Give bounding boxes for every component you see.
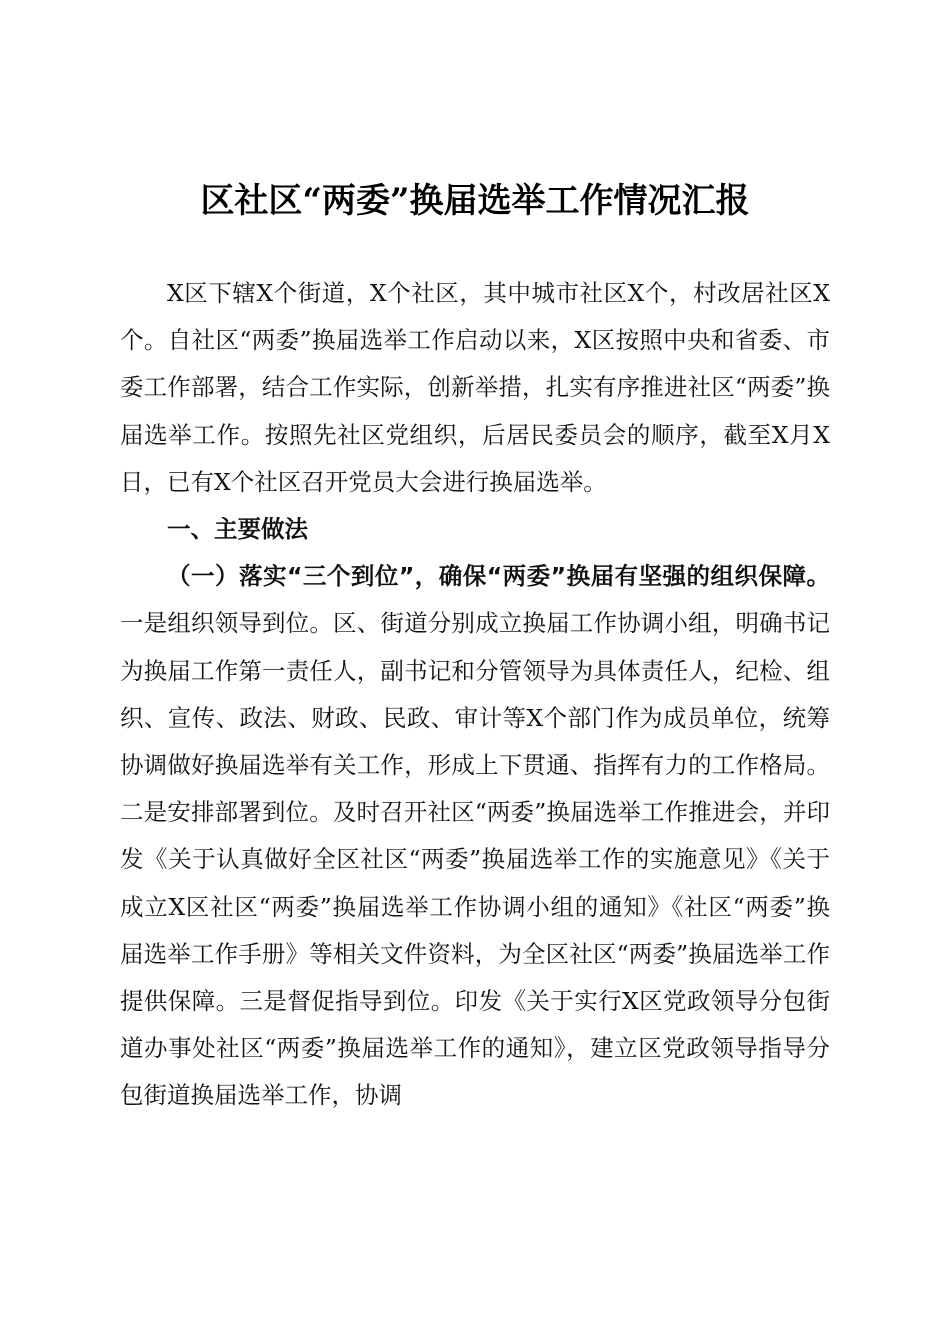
subsection-text: 一是组织领导到位。区、街道分别成立换届工作协调小组，明确书记为换届工作第一责任人，副书记和分管领导为具体责任人，纪检、组织、宣传、政法、财政、民政、审计等X个部门作为成员单位，统筹协调做好换届选举有关工作，形成上下贯通、指挥有力的工作格局。二是安排部署到位。及时召开社区“两委”换届选举工作推进会，并印发《关于认真做好全区社区“两委”换届选举工作的实施意见》《关于成立X区社区“两委”换届选举工作协调小组的通知》《社区“两委”换届选举工作手册》等相关文件资料，为全区社区“两委”换届选举工作提供保障。三是督促指导到位。印发《关于实行X区党政领导分包街道办事处社区“两委”换届选举工作的通知》，建立区党政领导指导分包街道换届选举工作，协调 [120, 609, 830, 1110]
document-body [120, 270, 830, 1120]
subsection-paragraph [120, 553, 830, 1119]
intro-paragraph: X区下辖X个街道，X个社区，其中城市社区X个，村改居社区X个。自社区“两委”换届选举工作启动以来，X区按照中央和省委、市委工作部署，结合工作实际，创新举措，扎实有序推进社区“两委”换届选举工作。按照先社区党组织，后居民委员会的顺序，截至X月X日，已有X个社区召开党员大会进行换届选举。 [120, 279, 830, 496]
document-title: 区社区“两委”换届选举工作情况汇报 [200, 181, 750, 221]
section-heading: 一、主要做法 [167, 515, 308, 544]
subsection-heading: （一）落实“三个到位”，确保“两委”换届有坚强的组织保障。 [167, 562, 830, 591]
